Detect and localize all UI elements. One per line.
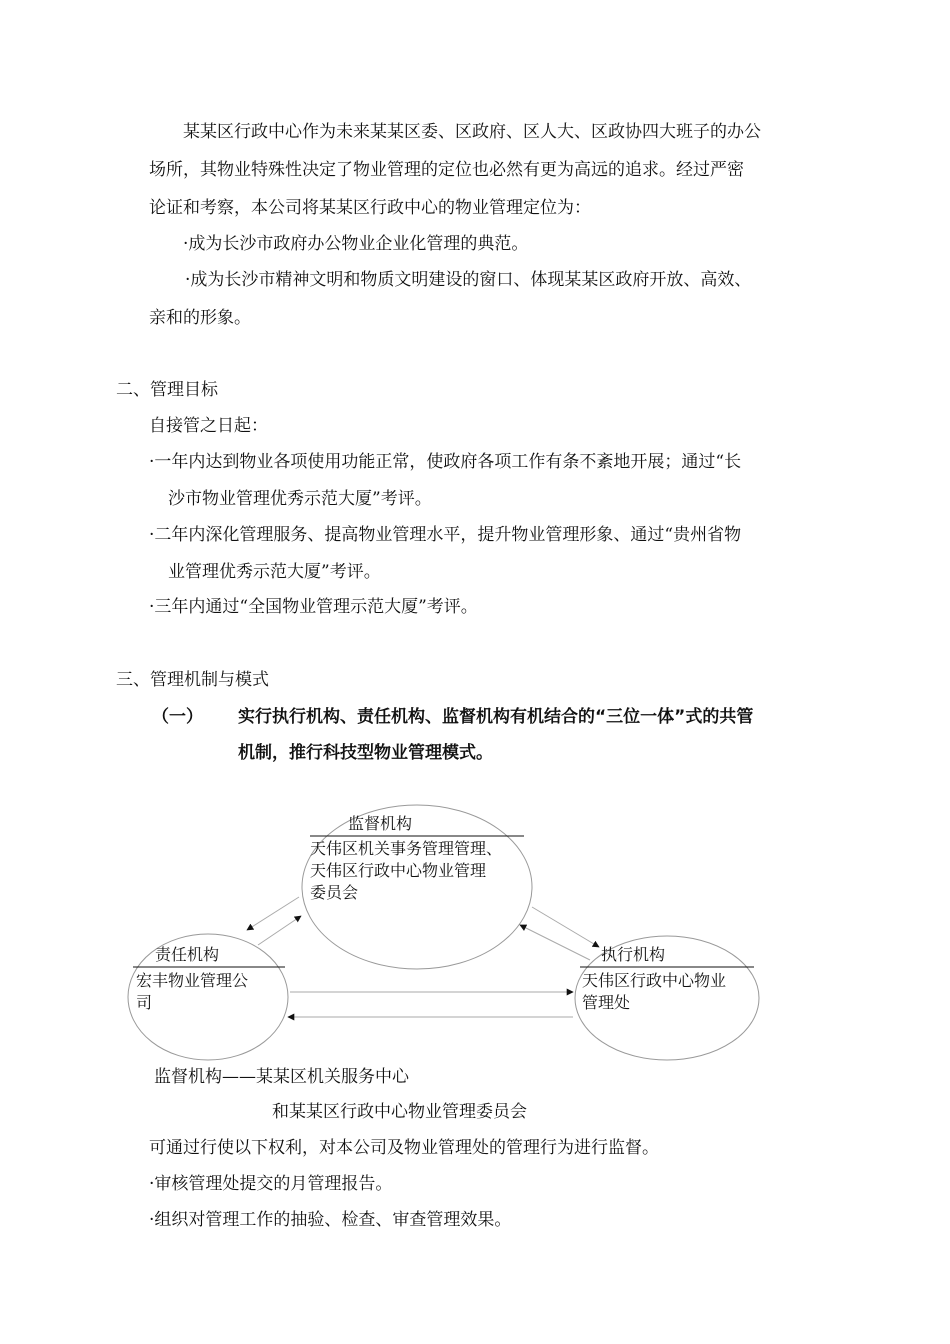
section-2-heading: 二、管理目标: [116, 380, 218, 400]
supervise-right-1: ·审核管理处提交的月管理报告。: [149, 1174, 393, 1194]
supervise-title: 监督机构: [348, 814, 413, 833]
intro-line-1: 某某区行政中心作为未来某某区委、区政府、区人大、区政协四大班子的办公: [183, 122, 761, 142]
responsible-title: 责任机构: [155, 945, 220, 964]
intro-bullet-2-line-2: 亲和的形象。: [149, 308, 251, 328]
subsection-line-2: 机制，推行科技型物业管理模式。: [238, 743, 493, 763]
arrow-supervise-to-execute: [532, 907, 599, 947]
section-3-heading: 三、管理机制与模式: [116, 670, 269, 690]
execute-line-2: 管理处: [582, 993, 631, 1012]
supervise-right-2: ·组织对管理工作的抽验、检查、审查管理效果。: [149, 1210, 512, 1230]
arrow-responsible-to-supervise: [258, 916, 301, 945]
supervise-description-line-1: 监督机构——某某区机关服务中心: [154, 1067, 409, 1087]
goal-1-line-2: 沙市物业管理优秀示范大厦”考评。: [168, 489, 432, 509]
section-2-lead: 自接管之日起：: [149, 416, 268, 436]
responsible-line-2: 司: [136, 993, 153, 1012]
arrow-supervise-to-responsible: [247, 897, 299, 930]
intro-bullet-2-line-1: ·成为长沙市精神文明和物质文明建设的窗口、体现某某区政府开放、高效、: [185, 270, 752, 290]
execute-line-1: 天伟区行政中心物业: [582, 971, 727, 990]
subsection-line-1: 实行执行机构、责任机构、监督机构有机结合的“三位一体”式的共管: [238, 707, 754, 727]
arrow-execute-to-supervise: [520, 925, 590, 960]
supervise-line-2: 天伟区行政中心物业管理: [310, 861, 487, 880]
supervise-line-3: 委员会: [310, 883, 359, 902]
goal-3-line-1: ·三年内通过“全国物业管理示范大厦”考评。: [149, 597, 478, 617]
intro-line-2: 场所，其物业特殊性决定了物业管理的定位也必然有更为高远的追求。经过严密: [149, 160, 744, 180]
supervise-description-line-2: 和某某区行政中心物业管理委员会: [272, 1102, 527, 1122]
responsible-line-1: 宏丰物业管理公: [136, 971, 249, 990]
intro-line-3: 论证和考察，本公司将某某区行政中心的物业管理定位为：: [149, 198, 591, 218]
supervise-rights-intro: 可通过行使以下权利，对本公司及物业管理处的管理行为进行监督。: [149, 1138, 659, 1158]
goal-2-line-1: ·二年内深化管理服务、提高物业管理水平，提升物业管理形象、通过“贵州省物: [149, 525, 742, 545]
supervise-line-1: 天伟区机关事务管理管理、: [310, 839, 503, 858]
goal-2-line-2: 业管理优秀示范大厦”考评。: [168, 562, 381, 582]
intro-bullet-1: ·成为长沙市政府办公物业企业化管理的典范。: [183, 234, 529, 254]
subsection-number: （一）: [152, 707, 203, 727]
execute-title: 执行机构: [601, 945, 666, 964]
goal-1-line-1: ·一年内达到物业各项使用功能正常，使政府各项工作有条不紊地开展；通过“长: [149, 452, 742, 472]
